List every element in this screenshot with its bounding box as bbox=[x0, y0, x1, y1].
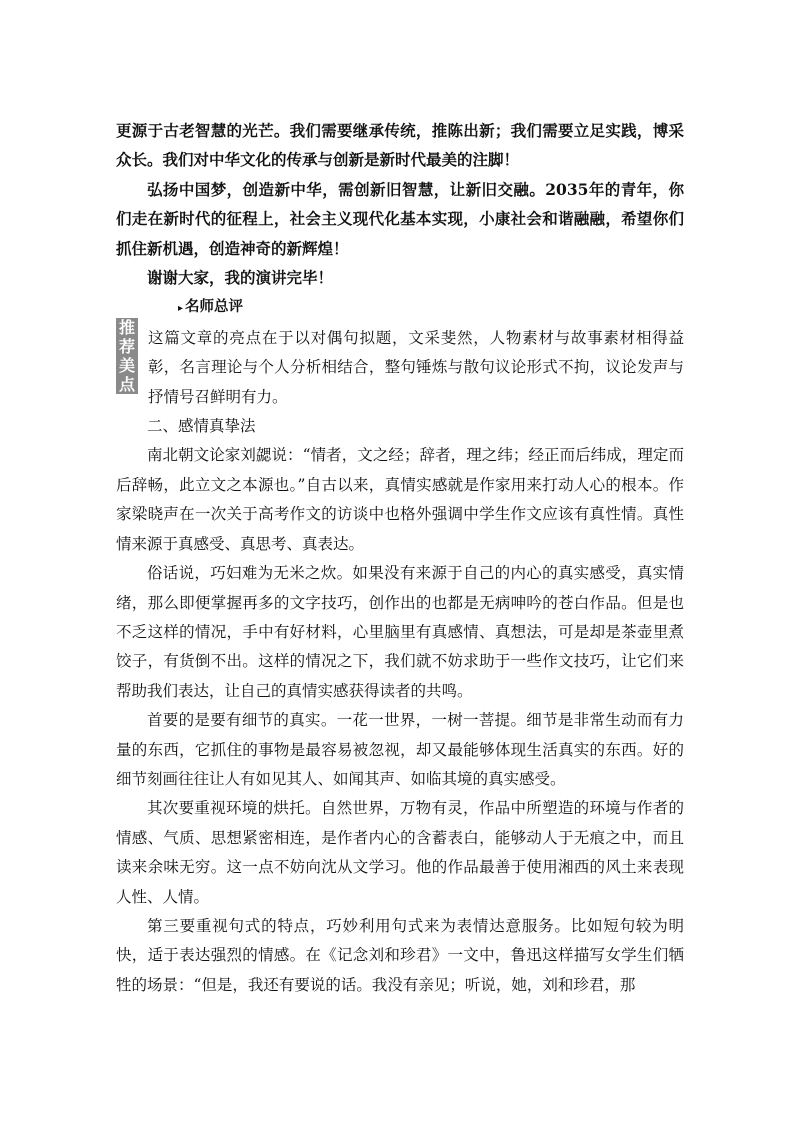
badge-char: 美 bbox=[118, 356, 135, 376]
section-heading: 二、感情真挚法 bbox=[147, 417, 256, 436]
paragraph-continuation: 更源于古老智慧的光芒。我们需要继承传统，推陈出新；我们需要立足实践，博采众长。我们对中华文化的传承与创新是新时代最美的注脚！ bbox=[116, 121, 684, 170]
teacher-comment bbox=[116, 292, 684, 412]
paragraph: 首要的是要有细节的真实。一花一世界，一树一菩提。细节是非常生动而有力量的东西，它抓住的事物是最容易被忽视，却又最能够体现生活真实的东西。好的细节刻画往往让人有如见其人、如闻其声、如临其境的真实感受。 bbox=[116, 711, 684, 788]
paragraph-closing-speech: 弘扬中国梦，创造新中华，需创新旧智慧，让新旧交融。2035年的青年，你们走在新时代的征程上，社会主义现代化基本实现，小康社会和谐融融，希望你们抓住新机遇，创造神奇的新辉煌！ bbox=[116, 179, 684, 258]
paragraph: 第三要重视句式的特点，巧妙利用句式来为表情达意服务。比如短句较为明快，适于表达强烈的情感。在《记念刘和珍君》一文中，鲁迅这样描写女学生们牺牲的场景：“但是，我还有要说的话。我没有亲见；听说，她，刘和珍君，那 bbox=[116, 916, 684, 994]
document-page bbox=[116, 116, 684, 1000]
comment-title: ▸ 名师总评 bbox=[178, 298, 244, 316]
paragraph-thanks: 谢谢大家，我的演讲完毕！ bbox=[147, 268, 334, 288]
paragraph: 其次要重视环境的烘托。自然世界，万物有灵，作品中所塑造的环境与作者的情感、气质、思想紧密相连，是作者内心的含蓄表白，能够动人于无痕之中，而且读来余味无穷。这一点不妨向沈从文学习。他的作品最善于使用湘西的风土来表现人性、人情。 bbox=[116, 799, 684, 906]
badge-char: 点 bbox=[118, 375, 135, 395]
badge-char: 荐 bbox=[118, 337, 135, 357]
recommend-badge bbox=[116, 318, 138, 394]
comment-body: 这篇文章的亮点在于以对偶句拟题，文采斐然，人物素材与故事素材相得益彰，名言理论与个人分析相结合，整句锤炼与散句议论形式不拘，议论发声与抒情号召鲜明有力。 bbox=[148, 328, 684, 406]
paragraph: 南北朝文论家刘勰说：“情者，文之经；辞者，理之纬；经正而后纬成，理定而后辞畅，此立文之本源也。”自古以来，真情实感就是作家用来打动人心的根本。作家梁晓声在一次关于高考作文的访谈中也格外强调中学生作文应该有真性情。真性情来源于真感受、真思考、真表达。 bbox=[116, 446, 684, 553]
badge-char: 推 bbox=[118, 318, 135, 338]
paragraph: 俗话说，巧妇难为无米之炊。如果没有来源于自己的内心的真实感受，真实情绪，那么即便掌握再多的文字技巧，创作出的也都是无病呻吟的苍白作品。但是也不乏这样的情况，手中有好材料，心里脑里有真感情、真想法，可是却是茶壶里煮饺子，有货倒不出。这样的情况之下，我们就不妨求助于一些作文技巧，让它们来帮助我们表达，让自己的真情实感获得读者的共鸣。 bbox=[116, 564, 684, 700]
triangle-icon: ▸ bbox=[178, 303, 184, 315]
